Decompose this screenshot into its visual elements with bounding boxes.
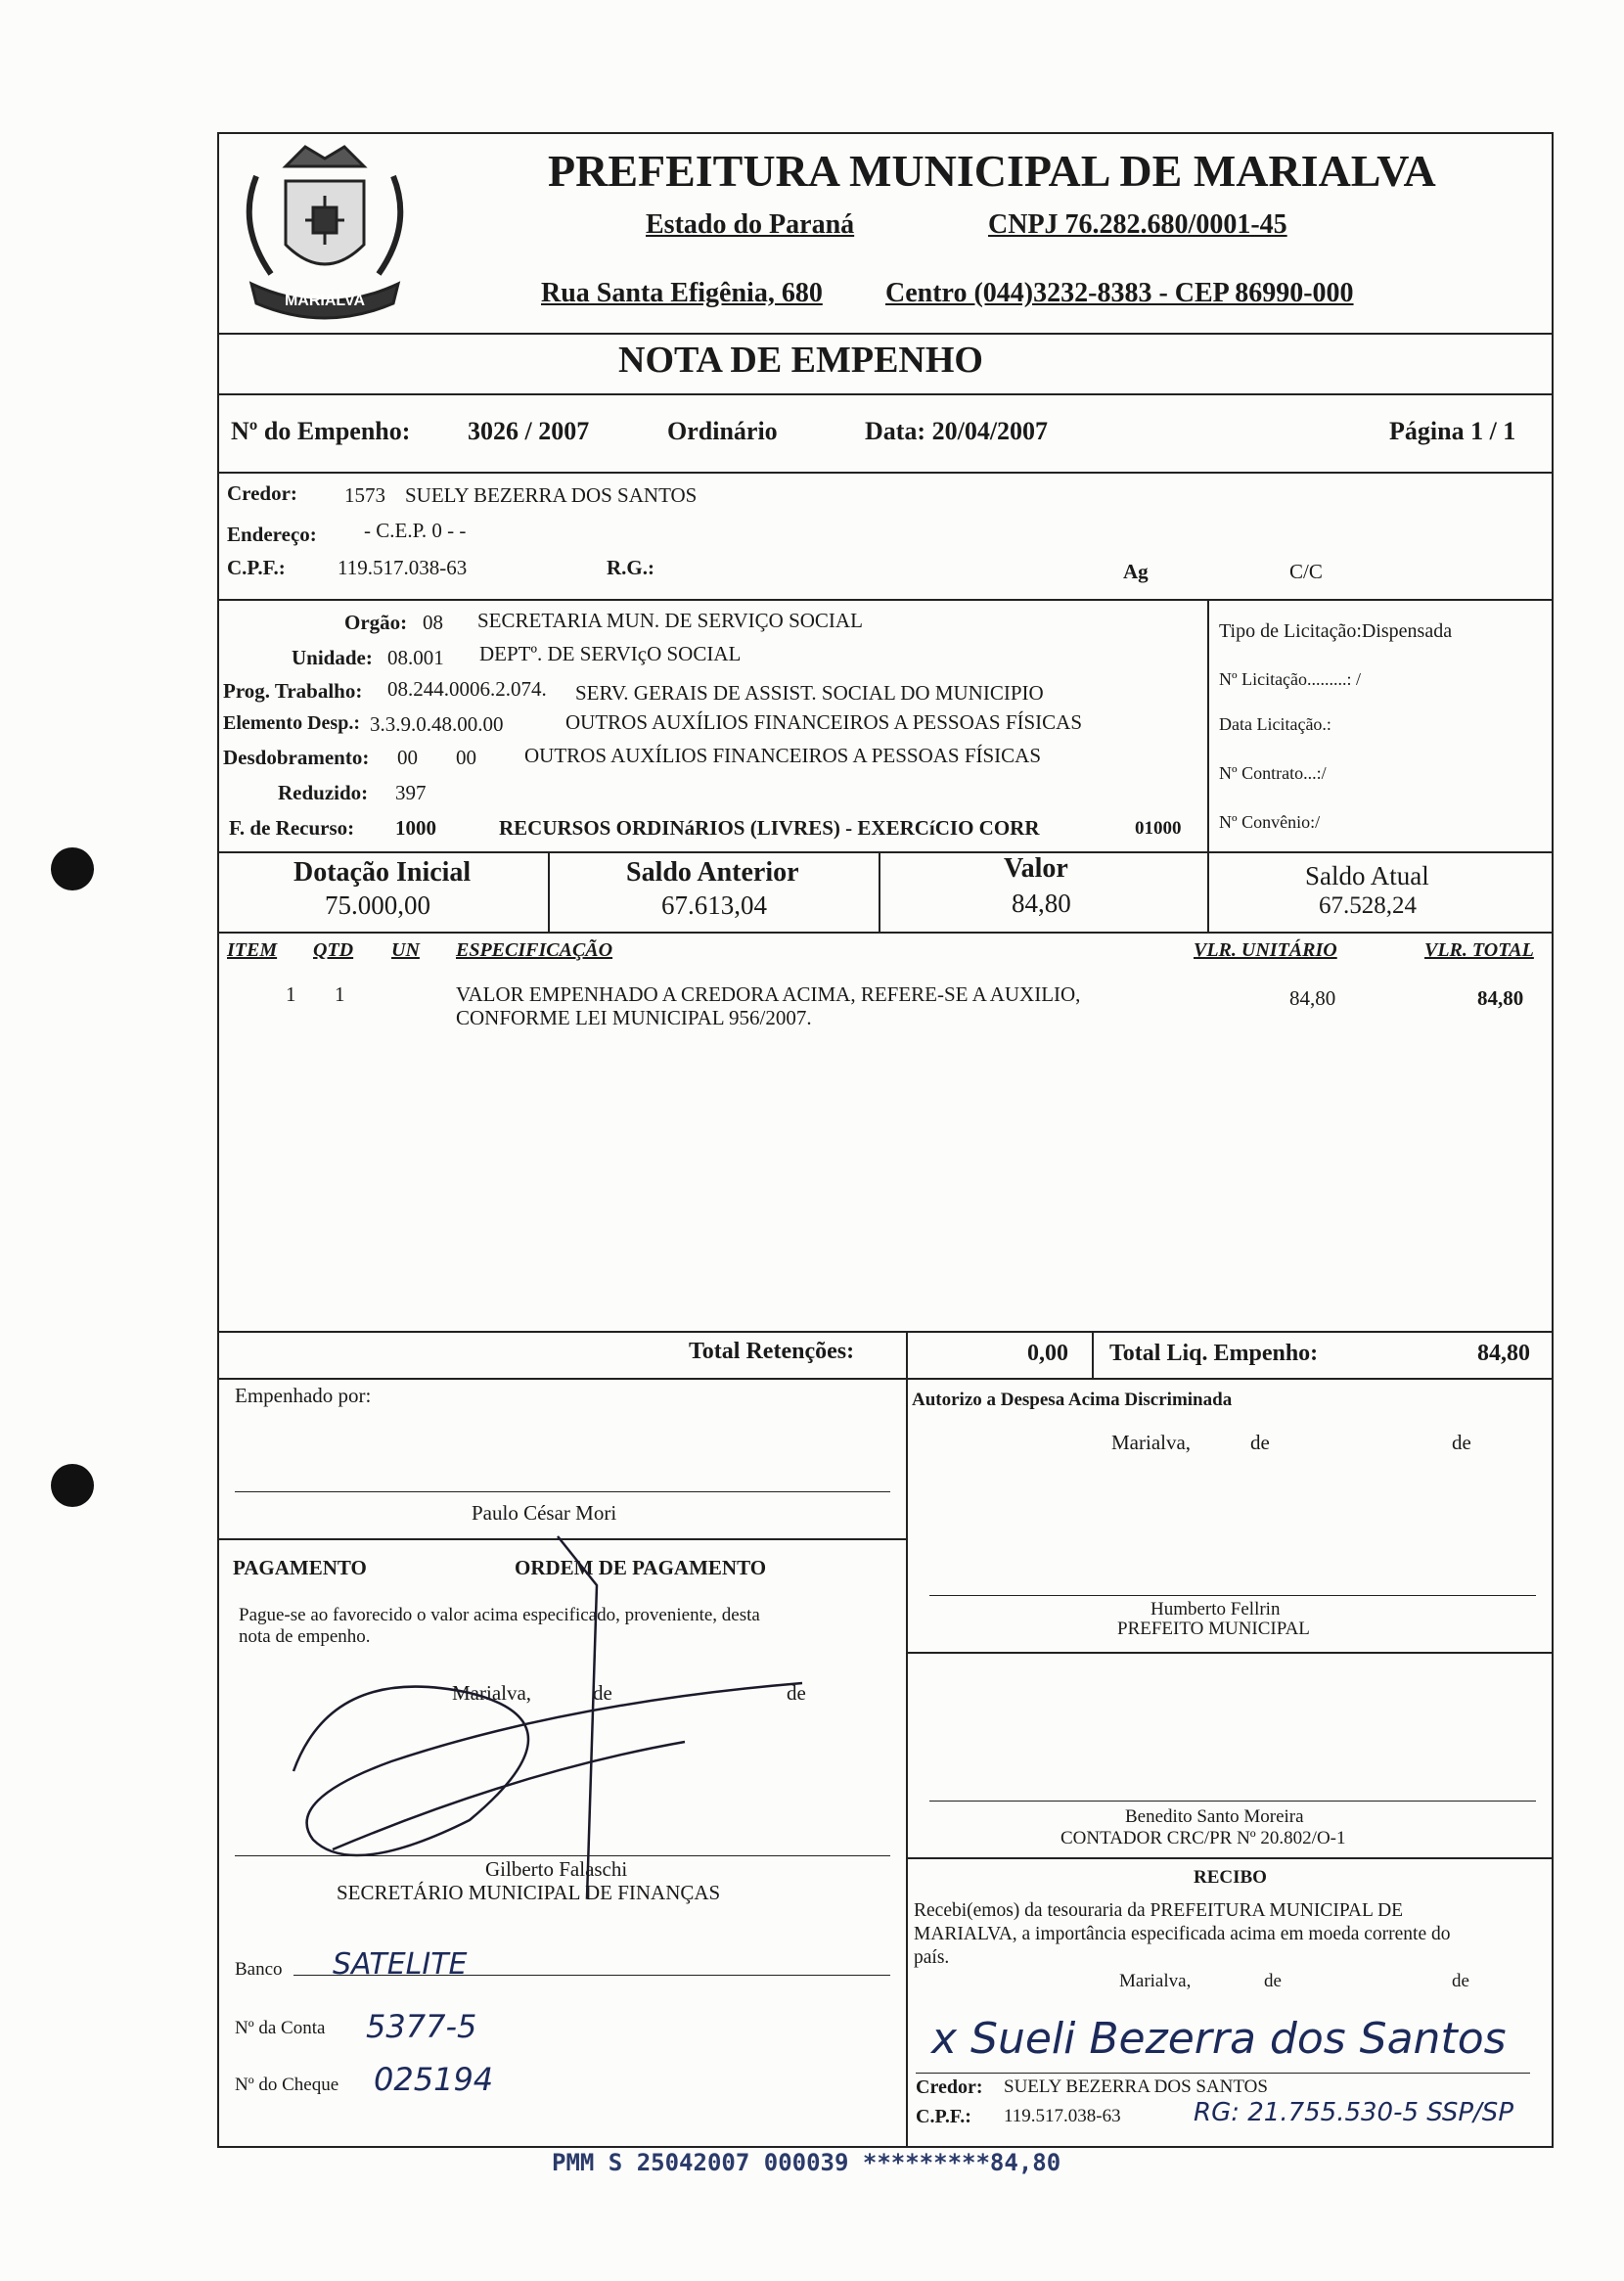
item-total-value: 84,80	[1477, 986, 1524, 1010]
conta-value: 5377-5	[366, 2008, 477, 2045]
licitacao-tipo: Tipo de Licitação:Dispensada	[1219, 620, 1453, 642]
recibo-de-2: de	[1452, 1971, 1469, 1991]
autorizo-label: Autorizo a Despesa Acima Discriminada	[912, 1390, 1233, 1410]
col-item: ITEM	[227, 939, 278, 961]
orgao-value: SECRETARIA MUN. DE SERVIÇO SOCIAL	[477, 609, 863, 632]
licitacao-contrato: Nº Contrato...:/	[1219, 763, 1327, 783]
address-label: Rua Santa Efigênia, 680	[541, 278, 823, 308]
endereco-value: - C.E.P. 0 - -	[364, 519, 467, 542]
autorizo-de-1: de	[1250, 1431, 1270, 1454]
licitacao-numero: Nº Licitação.........: /	[1219, 669, 1362, 689]
cnpj-label: CNPJ 76.282.680/0001-45	[988, 209, 1287, 240]
pagamento-label: PAGAMENTO	[233, 1556, 367, 1579]
page-number: Página 1 / 1	[1389, 417, 1516, 445]
desdobramento-label: Desdobramento:	[223, 746, 370, 769]
saldo-atual-label: Saldo Atual	[1305, 861, 1429, 890]
document-title: NOTA DE EMPENHO	[618, 340, 983, 381]
seal-text: MARIALVA	[284, 293, 366, 309]
item-description-1: VALOR EMPENHADO A CREDORA ACIMA, REFERE-SE A AUXILIO,	[456, 982, 1081, 1006]
recibo-text-3: país.	[914, 1947, 950, 1968]
unidade-value: DEPTº. DE SERVIçO SOCIAL	[479, 642, 742, 665]
prog-code: 08.244.0006.2.074.	[387, 677, 547, 701]
recibo-label: RECIBO	[1194, 1867, 1267, 1888]
empenhado-name: Paulo César Mori	[472, 1501, 617, 1525]
conta-label: Nº da Conta	[235, 2018, 326, 2038]
desdobramento-b: 00	[456, 746, 476, 769]
elemento-code: 3.3.9.0.48.00.00	[370, 712, 504, 736]
recibo-credor-name: SUELY BEZERRA DOS SANTOS	[1004, 2076, 1268, 2097]
recibo-de-1: de	[1264, 1971, 1282, 1991]
prefeito-name: Humberto Fellrin	[1150, 1599, 1281, 1620]
saldo-anterior-value: 67.613,04	[661, 890, 767, 920]
saldo-atual-value: 67.528,24	[1319, 892, 1417, 919]
pagamento-de-1: de	[593, 1681, 612, 1705]
empenho-number: 3026 / 2007	[468, 417, 590, 445]
retencoes-label: Total Retenções:	[689, 1339, 855, 1364]
cpf-label: C.P.F.:	[227, 556, 286, 579]
retencoes-value: 0,00	[1027, 1341, 1068, 1366]
autorizo-de-2: de	[1452, 1431, 1471, 1454]
recibo-credor-label: Credor:	[916, 2076, 983, 2098]
col-total: VLR. TOTAL	[1424, 939, 1534, 961]
cpf-value: 119.517.038-63	[338, 556, 468, 579]
recibo-text-2: MARIALVA, a importância especificada acima em moeda corrente do	[914, 1924, 1451, 1944]
col-unitario: VLR. UNITÁRIO	[1194, 939, 1337, 961]
page-title: PREFEITURA MUNICIPAL DE MARIALVA	[548, 146, 1436, 196]
empenhado-label: Empenhado por:	[235, 1384, 372, 1407]
reduzido-value: 397	[395, 781, 427, 804]
banco-label: Banco	[235, 1959, 283, 1980]
contact-label: Centro (044)3232-8383 - CEP 86990-000	[885, 278, 1354, 308]
cheque-value: 025194	[374, 2061, 494, 2098]
unidade-label: Unidade:	[292, 646, 373, 669]
credor-name: SUELY BEZERRA DOS SANTOS	[405, 483, 698, 507]
recibo-cpf-value: 119.517.038-63	[1004, 2106, 1121, 2126]
autorizo-marialva: Marialva,	[1111, 1431, 1192, 1454]
state-label: Estado do Paraná	[646, 209, 855, 240]
pagamento-text-1: Pague-se ao favorecido o valor acima especificado, proveniente, desta	[239, 1605, 760, 1625]
punch-hole	[51, 847, 94, 890]
liquido-value: 84,80	[1477, 1341, 1530, 1366]
valor-label: Valor	[1004, 853, 1068, 884]
contador-name: Benedito Santo Moreira	[1125, 1806, 1304, 1827]
ordem-pagamento-label: ORDEM DE PAGAMENTO	[515, 1556, 767, 1579]
pagamento-marialva: Marialva,	[452, 1681, 532, 1705]
saldo-anterior-label: Saldo Anterior	[626, 857, 799, 888]
recurso-number: 01000	[1135, 818, 1182, 839]
reduzido-label: Reduzido:	[278, 781, 369, 804]
secretario-title: SECRETÁRIO MUNICIPAL DE FINANÇAS	[337, 1881, 721, 1904]
endereco-label: Endereço:	[227, 523, 317, 546]
pagamento-de-2: de	[787, 1681, 806, 1705]
empenho-date: Data: 20/04/2007	[865, 417, 1049, 445]
banco-value: SATELITE	[333, 1947, 468, 1982]
contador-title: CONTADOR CRC/PR Nº 20.802/O-1	[1060, 1828, 1346, 1848]
item-unit-value: 84,80	[1289, 986, 1336, 1010]
item-qtd: 1	[335, 982, 345, 1006]
cc-label: C/C	[1289, 560, 1323, 583]
empenho-type: Ordinário	[667, 417, 778, 445]
coat-of-arms-icon	[227, 137, 423, 338]
credor-signature: x Sueli Bezerra dos Santos	[931, 2014, 1507, 2064]
prog-label: Prog. Trabalho:	[223, 679, 363, 703]
payment-stamp: PMM S 25042007 000039 *********84,80	[552, 2149, 1061, 2176]
recurso-label: F. de Recurso:	[229, 816, 355, 840]
cheque-label: Nº do Cheque	[235, 2075, 339, 2095]
empenho-label: Nº do Empenho:	[231, 417, 411, 445]
col-qtd: QTD	[313, 939, 354, 961]
rg-label: R.G.:	[607, 556, 654, 579]
prog-value: SERV. GERAIS DE ASSIST. SOCIAL DO MUNICIPIO	[575, 681, 1044, 705]
desdobramento-a: 00	[397, 746, 418, 769]
recibo-text-1: Recebi(emos) da tesouraria da PREFEITURA MUNICIPAL DE	[914, 1900, 1404, 1921]
item-number: 1	[286, 982, 296, 1006]
elemento-value: OUTROS AUXÍLIOS FINANCEIROS A PESSOAS FÍSICAS	[565, 710, 1083, 734]
orgao-label: Orgão:	[344, 611, 408, 634]
handwritten-rg: RG: 21.755.530-5 SSP/SP	[1194, 2098, 1513, 2127]
col-un: UN	[391, 939, 420, 961]
credor-code: 1573	[344, 483, 385, 507]
recurso-value: RECURSOS ORDINáRIOS (LIVRES) - EXERCíCIO CORR	[499, 816, 1040, 840]
recibo-cpf-label: C.P.F.:	[916, 2106, 971, 2127]
elemento-label: Elemento Desp.:	[223, 712, 360, 734]
col-especificacao: ESPECIFICAÇÃO	[456, 939, 613, 961]
licitacao-data: Data Licitação.:	[1219, 714, 1331, 734]
valor-value: 84,80	[1012, 889, 1071, 918]
dotacao-inicial-label: Dotação Inicial	[293, 857, 472, 888]
punch-hole	[51, 1464, 94, 1507]
liquido-label: Total Liq. Empenho:	[1109, 1341, 1319, 1366]
credor-label: Credor:	[227, 481, 297, 505]
item-description-2: CONFORME LEI MUNICIPAL 956/2007.	[456, 1006, 812, 1029]
prefeito-title: PREFEITO MUNICIPAL	[1117, 1619, 1310, 1639]
recurso-code: 1000	[395, 816, 436, 840]
desdobramento-value: OUTROS AUXÍLIOS FINANCEIROS A PESSOAS FÍSICAS	[524, 744, 1042, 767]
pagamento-text-2: nota de empenho.	[239, 1626, 371, 1647]
recibo-marialva: Marialva,	[1119, 1971, 1192, 1991]
dotacao-inicial-value: 75.000,00	[325, 890, 430, 920]
unidade-code: 08.001	[387, 646, 444, 669]
orgao-code: 08	[423, 611, 443, 634]
secretario-name: Gilberto Falaschi	[485, 1857, 628, 1881]
licitacao-convenio: Nº Convênio:/	[1219, 812, 1321, 832]
ag-label: Ag	[1123, 560, 1149, 583]
